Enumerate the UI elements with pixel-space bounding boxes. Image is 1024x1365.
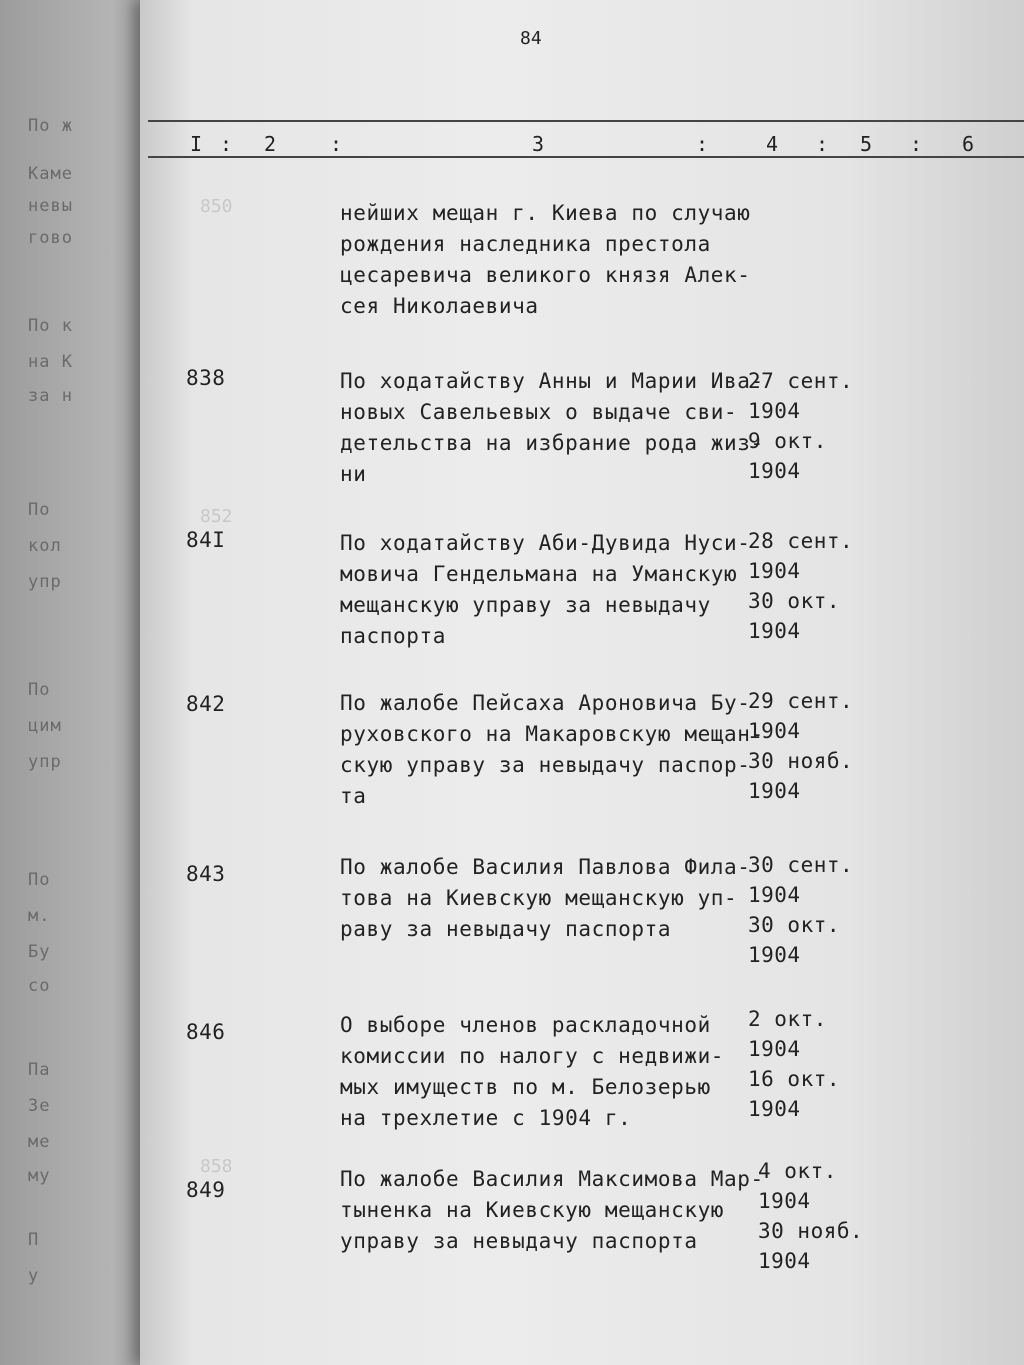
end-year: 1904 <box>748 943 801 967</box>
column-separator: : <box>220 132 233 156</box>
text-line: ни <box>340 462 367 486</box>
text-line: нейших мещан г. Киева по случаю <box>340 201 751 225</box>
end-year: 1904 <box>748 1097 801 1121</box>
column-separator: : <box>910 132 923 156</box>
text-line: комиссии по налогу с недвижи- <box>340 1044 725 1068</box>
text-line: на трехлетие с 1904 г. <box>340 1106 632 1130</box>
column-header-5: 5 <box>860 132 873 156</box>
entry-description <box>340 1164 764 1257</box>
text-line: мещанскую управу за невыдачу <box>340 593 711 617</box>
text-line: скую управу за невыдачу паспор- <box>340 753 751 777</box>
entry-dates <box>748 526 888 646</box>
text-line: О выборе членов раскладочной <box>340 1013 711 1037</box>
text-line: това на Киевскую мещанскую уп- <box>340 886 738 910</box>
start-year: 1904 <box>748 719 801 743</box>
column-header-2: 2 <box>264 132 277 156</box>
continued-entry-text <box>340 198 750 322</box>
text-line: рождения наследника престола <box>340 232 711 256</box>
end-year: 1904 <box>748 619 801 643</box>
entry-description <box>340 1010 750 1134</box>
text-line: По ходатайству Аби-Дувида Нуси- <box>340 531 751 555</box>
column-header-6: 6 <box>962 132 975 156</box>
text-line: По ходатайству Анны и Марии Ива- <box>340 369 764 393</box>
entry-number: 846 <box>186 1020 226 1044</box>
entry-number: 84I <box>186 528 226 552</box>
page-number: 84 <box>520 28 542 49</box>
entry-number: 838 <box>186 366 226 390</box>
end-year: 1904 <box>748 459 801 483</box>
text-line: детельства на избрание рода жиз- <box>340 431 764 455</box>
end-year: 1904 <box>748 779 801 803</box>
start-year: 1904 <box>758 1189 811 1213</box>
end-date: 30 окт. <box>748 589 841 613</box>
text-line: управу за невыдачу паспорта <box>340 1229 698 1253</box>
start-date: 29 сент. <box>748 689 854 713</box>
text-line: тыненка на Киевскую мещанскую <box>340 1198 725 1222</box>
previous-page-edge: По ж Каме невы гово По к на К за н По кол упр По цим упр По м. Бу со Па Зе ме му П у <box>0 0 160 1365</box>
column-separator: : <box>330 132 343 156</box>
entry-number: 843 <box>186 862 226 886</box>
end-date: 16 окт. <box>748 1067 841 1091</box>
text-line: По жалобе Василия Максимова Мар- <box>340 1167 764 1191</box>
entry-number: 849 <box>186 1178 226 1202</box>
text-line: руховского на Макаровскую мещан- <box>340 722 764 746</box>
text-line: сея Николаевича <box>340 294 539 318</box>
text-line: та <box>340 784 367 808</box>
entry-dates <box>748 686 888 806</box>
start-date: 30 сент. <box>748 853 854 877</box>
end-date: 30 окт. <box>748 913 841 937</box>
entry-dates <box>748 1004 888 1124</box>
entry-description <box>340 852 750 945</box>
start-year: 1904 <box>748 1037 801 1061</box>
end-date: 30 нояб. <box>748 749 854 773</box>
text-line: цесаревича великого князя Алек- <box>340 263 751 287</box>
entry-description <box>340 366 764 490</box>
entry-description <box>340 528 750 652</box>
text-line: мых имуществ по м. Белозерью <box>340 1075 711 1099</box>
entry-description <box>340 688 764 812</box>
text-line: паспорта <box>340 624 446 648</box>
entry-dates <box>758 1156 898 1276</box>
document-page: 84 I : 2 : 3 : 4 : 5 : 6 850 852 858 нейших мещан г. Киева по случаю рождения наследника престола цесаревича великого князя Алек- сея Николаевича 838 По ходатайству Анны и Марии Ива- новых Савельевых о выдаче сви- детельства на избрание рода жиз- ни 27 сент. 1904 9 окт. 1904 84I По ходатайству Аби-Дувида Нуси- мовича Гендельмана на Уманскую мещанскую управу за невыдачу паспорта 28 сент. 1904 30 окт. 1904 842 По жалобе Пейсаха Ароновича Бу- руховского на Макаровскую мещан- скую управу за невыдачу паспор- та 29 сент. 1904 30 нояб. 1904 843 По жалобе Василия Павлова Фила- това на Киевскую мещанскую уп- раву за невыдачу паспорта 30 сент. 1904 30 окт. 1904 846 О выборе членов раскладочной комиссии по налогу с недвижи- мых имуществ по м. Белозерью на трехлетие с 1904 г. 2 окт. 1904 16 окт. 1904 849 По жалобе Василия Максимова Мар- тыненка на Киевскую мещанскую управу за невыдачу паспорта 4 окт. 1904 30 нояб. 1904 <box>140 0 1024 1365</box>
text-line: По жалобе Пейсаха Ароновича Бу- <box>340 691 751 715</box>
column-header-1: I <box>190 132 203 156</box>
header-top-rule <box>148 120 1024 122</box>
start-date: 27 сент. <box>748 369 854 393</box>
column-separator: : <box>816 132 829 156</box>
start-date: 4 окт. <box>758 1159 837 1183</box>
entry-dates <box>748 366 888 486</box>
header-bottom-rule <box>148 156 1024 158</box>
start-year: 1904 <box>748 883 801 907</box>
text-line: мовича Гендельмана на Уманскую <box>340 562 738 586</box>
column-header-4: 4 <box>766 132 779 156</box>
entry-dates <box>748 850 888 970</box>
text-line: раву за невыдачу паспорта <box>340 917 672 941</box>
start-date: 28 сент. <box>748 529 854 553</box>
end-date: 9 окт. <box>748 429 827 453</box>
entry-number: 842 <box>186 692 226 716</box>
text-line: новых Савельевых о выдаче сви- <box>340 400 738 424</box>
start-year: 1904 <box>748 559 801 583</box>
start-date: 2 окт. <box>748 1007 827 1031</box>
text-line: По жалобе Василия Павлова Фила- <box>340 855 751 879</box>
end-date: 30 нояб. <box>758 1219 864 1243</box>
column-separator: : <box>696 132 709 156</box>
start-year: 1904 <box>748 399 801 423</box>
end-year: 1904 <box>758 1249 811 1273</box>
column-header-3: 3 <box>532 132 545 156</box>
